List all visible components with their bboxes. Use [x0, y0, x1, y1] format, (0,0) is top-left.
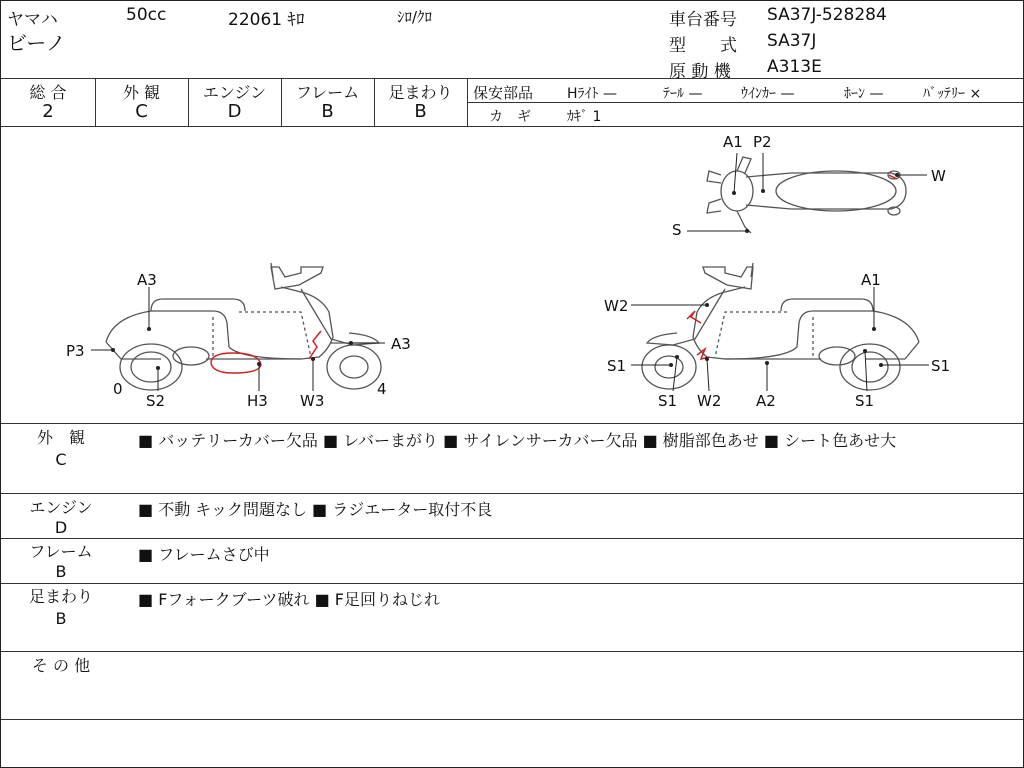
diagram-label: W3: [300, 392, 325, 410]
diagram-label: P3: [66, 342, 85, 360]
diagram-label: S: [672, 221, 682, 239]
diagram-label: W: [931, 167, 946, 185]
safety-item-mark: —: [780, 86, 795, 102]
divider: [1, 493, 1023, 494]
diagram-label: S1: [855, 392, 875, 410]
grade-label: 外 観: [122, 83, 161, 102]
model-name: ビーノ: [7, 31, 66, 55]
grade-frame: [281, 79, 374, 125]
grade-value: 2: [42, 101, 54, 122]
section-grade: B: [55, 562, 67, 581]
diagram-label: W2: [697, 392, 722, 410]
section-text: ■ フレームさび中: [138, 545, 270, 564]
mileage: 22061 ｷﾛ: [228, 10, 305, 30]
engine-value: A313E: [767, 57, 822, 77]
grade-value: B: [321, 101, 334, 122]
divider: [1, 423, 1023, 424]
grade-label: エンジン: [202, 83, 267, 102]
divider: [1, 719, 1023, 720]
grade-overall: [1, 79, 95, 125]
safety-item: [567, 83, 617, 103]
color: ｼﾛ/ｸﾛ: [397, 8, 433, 26]
diagram-label: S1: [931, 357, 951, 375]
grade-exterior: [95, 79, 188, 125]
section-title: そ の 他: [31, 656, 91, 675]
diagram-label: A3: [137, 271, 157, 289]
section-text: ■ バッテリーカバー欠品 ■ レバーまがり ■ サイレンサーカバー欠品 ■ 樹脂部色あせ ■ シート色あせ大: [138, 431, 897, 450]
chassis-value: SA37J-528284: [767, 5, 887, 25]
leader-dots: [111, 173, 899, 370]
divider: [1, 538, 1023, 539]
safety-item-mark: ×: [969, 86, 982, 102]
scooter-top-view: [707, 157, 906, 233]
grade-label: フレーム: [295, 83, 360, 102]
safety-item: [741, 83, 794, 103]
grade-value: C: [135, 101, 148, 122]
diagram-label: A3: [391, 335, 411, 353]
safety-item-mark: —: [602, 86, 617, 102]
safety-item-name: ｳｲﾝｶｰ: [741, 86, 776, 102]
safety-item-name: ﾃｰﾙ: [663, 86, 684, 102]
divider: [1, 651, 1023, 652]
safety-item: [923, 83, 981, 103]
grade-label: 足まわり: [388, 83, 453, 102]
section-title: 足まわり: [28, 587, 93, 606]
safety-item-mark: —: [869, 86, 884, 102]
key-value: ｶｷﾞ 1: [567, 109, 602, 125]
maker: ヤマハ: [7, 10, 58, 30]
diagram-label: S2: [146, 392, 166, 410]
scooter-diagram: [1, 127, 1023, 423]
diagram-label: 0: [113, 380, 123, 398]
section-title: 外 観: [36, 428, 85, 447]
type-value: SA37J: [767, 31, 817, 51]
section-grade: D: [54, 518, 68, 537]
chassis-label: 車台番号: [669, 10, 737, 30]
safety-item-mark: —: [688, 86, 703, 102]
diagram-label: S1: [658, 392, 678, 410]
diagram-label: A1: [723, 133, 743, 151]
grade-value: D: [227, 101, 242, 122]
grade-suspension: [374, 79, 467, 125]
grade-label: 総 合: [29, 83, 67, 102]
diagram-label: W2: [604, 297, 629, 315]
safety-item: [844, 83, 883, 103]
diagram-label: 4: [377, 380, 387, 398]
diagram-label: A2: [756, 392, 776, 410]
engine-label: 原 動 機: [669, 62, 731, 82]
grade-value: B: [414, 101, 427, 122]
section-title: フレーム: [29, 542, 93, 561]
diagram-label: S1: [607, 357, 627, 375]
safety-item-name: ﾊﾞｯﾃﾘｰ: [923, 86, 965, 102]
safety-item: [663, 83, 702, 103]
diagram-label: H3: [247, 392, 268, 410]
section-title: エンジン: [29, 498, 93, 517]
section-grade: C: [55, 450, 67, 469]
displacement: 50cc: [126, 5, 167, 25]
safety-title: 保安部品: [473, 84, 534, 102]
section-text: ■ 不動 キック問題なし ■ ラジエーター取付不良: [138, 500, 493, 519]
section-text: ■ Fフォークブーツ破れ ■ F足回りねじれ: [138, 590, 440, 609]
type-label: 型 式: [669, 36, 737, 56]
key-label: カ ギ: [489, 109, 531, 125]
section-grade: B: [55, 609, 67, 628]
diagram-label: P2: [753, 133, 772, 151]
diagram-label: A1: [861, 271, 881, 289]
safety-item-name: ﾎｰﾝ: [844, 86, 865, 102]
grade-engine: [188, 79, 281, 125]
divider: [1, 583, 1023, 584]
safety-item-name: Hﾗｲﾄ: [567, 86, 599, 102]
